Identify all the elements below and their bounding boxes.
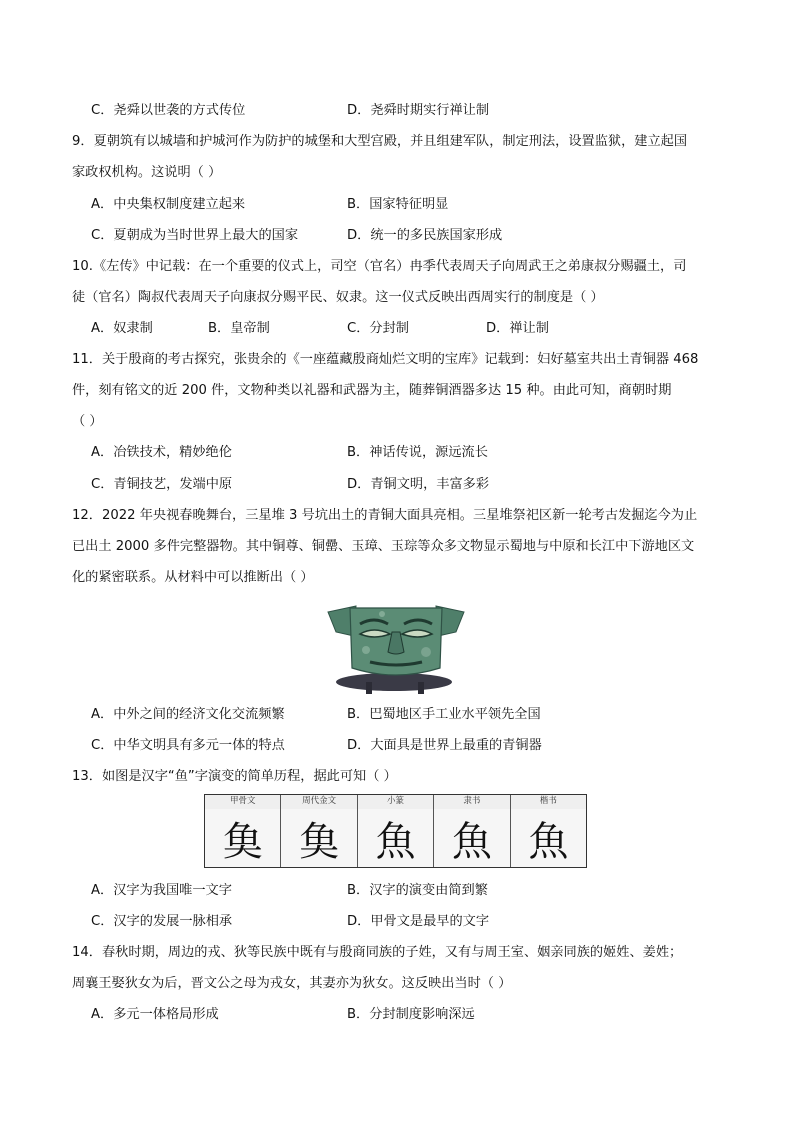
header-oracle-bone: 甲骨文	[205, 795, 281, 809]
q9-option-a[interactable]: A．中央集权制度建立起来	[91, 197, 246, 212]
q12-option-c[interactable]: C．中华文明具有多元一体的特点	[91, 738, 285, 753]
q9-option-c[interactable]: C．夏朝成为当时世界上最大的国家	[91, 228, 299, 243]
q11-option-a[interactable]: A．冶铁技术，精妙绝伦	[91, 445, 232, 460]
q11-option-d[interactable]: D．青铜文明，丰富多彩	[347, 477, 490, 492]
fish-character-evolution-table	[204, 794, 587, 868]
header-bronze-inscription: 周代金文	[281, 795, 357, 809]
header-regular: 楷书	[511, 795, 586, 809]
q8-option-c[interactable]: C．尧舜以世袭的方式传位	[91, 103, 246, 118]
q11-stem-line3: （ ）	[72, 414, 103, 429]
q11-stem-line1: 11．关于殷商的考古探究，张贵余的《一座蕴藏殷商灿烂文明的宝库》记载到：妇好墓室共出土青铜器 468	[72, 352, 699, 367]
q9-option-b[interactable]: B．国家特征明显	[347, 197, 449, 212]
q9-option-d[interactable]: D．统一的多民族国家形成	[347, 228, 503, 243]
q13-option-c[interactable]: C．汉字的发展一脉相承	[91, 914, 233, 929]
q11-stem-line2: 件，刻有铭文的近 200 件，文物种类以礼器和武器为主，随葬铜酒器多达 15 种。由此可知，商朝时期	[72, 383, 672, 398]
q13-option-a[interactable]: A．汉字为我国唯一文字	[91, 883, 232, 898]
q9-stem-line2: 家政权机构。这说明（ ）	[72, 165, 222, 180]
q11-option-b[interactable]: B．神话传说，源远流长	[347, 445, 488, 460]
table-glyph-row	[205, 809, 586, 867]
q9-stem-line1: 9．夏朝筑有以城墙和护城河作为防护的城堡和大型宫殿，并且组建军队，制定刑法，设置监狱，建立起国	[72, 134, 688, 149]
q14-stem-line1: 14．春秋时期，周边的戎、狄等民族中既有与殷商同族的子姓，又有与周王室、姻亲同族的姬姓、姜姓；	[72, 945, 683, 960]
q12-option-a[interactable]: A．中外之间的经济文化交流频繁	[91, 707, 285, 722]
q13-option-d[interactable]: D．甲骨文是最早的文字	[347, 914, 490, 929]
glyph-small-seal: 魚	[358, 809, 434, 867]
q10-option-d[interactable]: D．禅让制	[486, 321, 549, 336]
glyph-oracle-bone: 𩵋	[205, 809, 281, 867]
glyph-bronze-inscription: 𩵋	[281, 809, 357, 867]
q12-stem-line1: 12．2022 年央视春晚舞台，三星堆 3 号坑出土的青铜大面具亮相。三星堆祭祀区新一轮考古发掘迄今为止	[72, 508, 698, 523]
glyph-clerical: 魚	[434, 809, 510, 867]
q14-option-b[interactable]: B．分封制度影响深远	[347, 1007, 475, 1022]
q12-option-d[interactable]: D．大面具是世界上最重的青铜器	[347, 738, 542, 753]
q12-stem-line2: 已出土 2000 多件完整器物。其中铜尊、铜罍、玉璋、玉琮等众多文物显示蜀地与中原和长江中下游地区文	[72, 539, 695, 554]
q10-option-c[interactable]: C．分封制	[347, 321, 409, 336]
q14-stem-line2: 周襄王娶狄女为后，晋文公之母为戎女，其妻亦为狄女。这反映出当时（ ）	[72, 976, 512, 991]
q10-option-a[interactable]: A．奴隶制	[91, 321, 153, 336]
q12-stem-line3: 化的紧密联系。从材料中可以推断出（ ）	[72, 570, 314, 585]
q14-option-a[interactable]: A．多元一体格局形成	[91, 1007, 219, 1022]
q10-option-b[interactable]: B．皇帝制	[208, 321, 270, 336]
q13-option-b[interactable]: B．汉字的演变由简到繁	[347, 883, 488, 898]
header-clerical: 隶书	[434, 795, 510, 809]
q12-option-b[interactable]: B．巴蜀地区手工业水平领先全国	[347, 707, 541, 722]
q8-option-d[interactable]: D．尧舜时期实行禅让制	[347, 103, 490, 118]
header-small-seal: 小篆	[358, 795, 434, 809]
bronze-mask-image	[322, 602, 470, 696]
q13-stem-line1: 13．如图是汉字“鱼”字演变的简单历程，据此可知（ ）	[72, 769, 397, 784]
q11-option-c[interactable]: C．青铜技艺，发端中原	[91, 477, 233, 492]
q10-stem-line1: 10.《左传》中记载：在一个重要的仪式上，司空（官名）冉季代表周天子向周武王之弟康叔分赐疆土，司	[72, 259, 687, 274]
table-header-row	[205, 795, 586, 810]
glyph-regular: 魚	[511, 809, 586, 867]
q10-stem-line2: 徒（官名）陶叔代表周天子向康叔分赐平民、奴隶。这一仪式反映出西周实行的制度是（ ）	[72, 290, 604, 305]
